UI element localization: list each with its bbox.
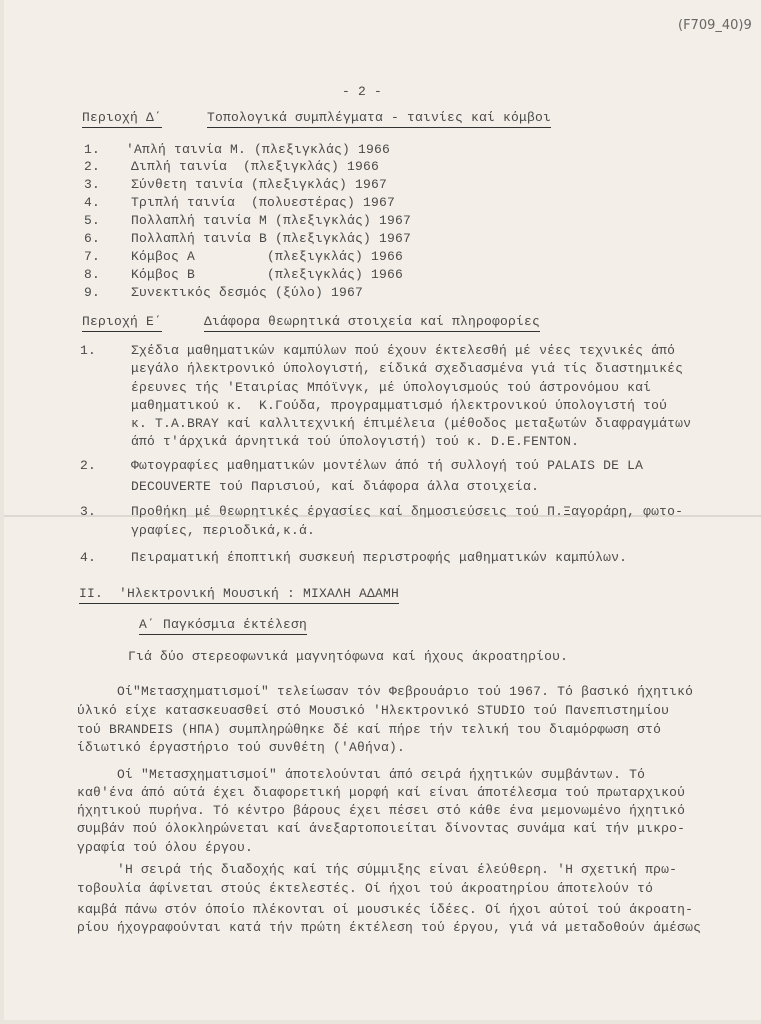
list-item-number: 8.	[84, 267, 101, 282]
section-e-label: Περιοχή Ε΄	[82, 314, 162, 332]
list-item-number: 3.	[84, 177, 101, 192]
paragraph-line: Οί "Μετασχηματισμοί" άποτελούνται άπό σειρά ήχητικών συμβάντων. Τό	[77, 767, 646, 782]
list-item-line: Φωτογραφίες μαθηματικών μοντέλων άπό τή συλλογή τού PALAIS DE LA	[131, 458, 644, 473]
paragraph-line: ύλικό είχε κατασκευασθεί στό Μουσικό 'Ηλεκτρονικό STUDIO τού Πανεπιστημίου	[77, 703, 670, 718]
list-item-number: 6.	[84, 231, 101, 246]
list-item-text: Πολλαπλή ταινία Μ (πλεξιγκλάς) 1967	[131, 213, 412, 228]
list-item-text: Πολλαπλή ταινία Β (πλεξιγκλάς) 1967	[131, 231, 412, 246]
list-item-number: 1.	[80, 343, 97, 358]
list-item-line: μαθηματικού κ. Κ.Γούδα, προγραμματισμό ήλεκτρονικού ύπολογιστή τού	[131, 398, 668, 413]
paragraph-line: ρίου ήχογραφούνται κατά τήν πρώτη έκτέλεση τού έργου, γιά νά μεταδοθούν άμέσως	[77, 920, 702, 935]
paragraph-line: 'Η σειρά τής διαδοχής καί τής σύμμιξης είναι έλεύθερη. 'Η σχετική πρω-	[77, 862, 678, 877]
list-item-number: 2.	[84, 159, 101, 174]
paragraph-line: ήχητικού πυρήνα. Τό κέντρο βάρους έχει πέσει στό κάθε ένα μεμονωμένο ήχητικό	[77, 803, 686, 818]
list-item-text: Τριπλή ταινία (πολυεστέρας) 1967	[131, 195, 396, 210]
list-item-number: 4.	[80, 550, 97, 565]
list-item-line: μεγάλο ήλεκτρονικό ύπολογιστή, είδικά σχεδιασμένα γιά τίς διαστημικές	[131, 361, 684, 376]
paragraph-line: γραφία τού όλου έργου.	[77, 840, 254, 855]
list-item-line: άπό τ'άρχικά άρνητικά τού ύπολογιστή) τού κ. D.E.FENTON.	[131, 434, 580, 449]
list-item-text: Κόμβος Β (πλεξιγκλάς) 1966	[131, 267, 404, 282]
part-two-subheading: Α΄ Παγκόσμια έκτέλεση	[139, 617, 307, 635]
list-item-number: 9.	[84, 285, 101, 300]
paragraph-line: τοβουλία άφίνεται στούς έκτελεστές. Οί ήχοι τού άκροατηρίου άποτελούν τό	[77, 881, 654, 896]
paragraph-line: ίδιωτικό έργαστήριο τού συνθέτη ('Αθήνα).	[77, 740, 406, 755]
paragraph-line: Γιά δύο στερεοφωνικά μαγνητόφωνα καί ήχους άκροατηρίου.	[128, 649, 569, 664]
list-item-text: Κόμβος Α (πλεξιγκλάς) 1966	[131, 249, 404, 264]
list-item-number: 4.	[84, 195, 101, 210]
list-item-text: 'Απλή ταινία Μ. (πλεξιγκλάς) 1966	[126, 142, 391, 157]
list-item-number: 3.	[80, 504, 97, 519]
list-item-line: Σχέδια μαθηματικών καμπύλων πού έχουν έκτελεσθή μέ νέες τεχνικές άπό	[131, 343, 676, 358]
section-e-title: Διάφορα θεωρητικά στοιχεία καί πληροφορίες	[204, 314, 540, 332]
list-item-line: γραφίες, περιοδικά,κ.ά.	[131, 523, 316, 538]
paragraph-line: συμβάν πού όλοκληρώνεται καί άνεξαρτοποιείται δίνοντας συνάμα καί τήν μικρο-	[77, 821, 686, 836]
page-number: - 2 -	[342, 84, 383, 99]
archive-mark: (F709_40)9	[678, 18, 752, 33]
paragraph-line: καμβά πάνω στόν όποίο πλέκονται οί μουσικές ίδέες. Οί ήχοι αύτοί τού άκροατη-	[77, 902, 694, 917]
list-item-line: έρευνες τής 'Εταιρίας Μπόϊνγκ, μέ ύπολογισμούς τού άστρονόμου καί	[131, 380, 652, 395]
list-item-text: Σύνθετη ταινία (πλεξιγκλάς) 1967	[131, 177, 388, 192]
list-item-text: Συνεκτικός δεσμός (ξύλο) 1967	[131, 285, 364, 300]
list-item-line: Προθήκη μέ θεωρητικές έργασίες καί δημοσιεύσεις τού Π.Ξαγοράρη, φωτο-	[131, 504, 684, 519]
paragraph-line: τού BRANDEIS (ΗΠΑ) συμπληρώθηκε δέ καί πήρε τήν τελική του διαμόρφωση στό	[77, 722, 662, 737]
part-two-heading: ΙΙ. 'Ηλεκτρονική Μουσική : ΜΙΧΑΛΗ ΑΔΑΜΗ	[79, 586, 399, 604]
list-item-line: Πειραματική έποπτική συσκευή περιστροφής μαθηματικών καμπύλων.	[131, 550, 628, 565]
paragraph-line: Οί"Μετασχηματισμοί" τελείωσαν τόν Φεβρουάριο τού 1967. Τό βασικό ήχητικό	[77, 684, 694, 699]
list-item-text: Διπλή ταινία (πλεξιγκλάς) 1966	[131, 159, 380, 174]
list-item-number: 1.	[84, 142, 101, 157]
paragraph-line: καθ'ένα άπό αύτά έχει διαφορετική μορφή καί είναι άποτέλεσμα τού πρωταρχικού	[77, 785, 686, 800]
list-item-number: 2.	[80, 458, 97, 473]
section-d-title: Τοπολογικά συμπλέγματα - ταινίες καί κόμβοι	[207, 110, 551, 128]
section-d-label: Περιοχή Δ΄	[82, 110, 162, 128]
list-item-number: 7.	[84, 249, 101, 264]
list-item-line: DECOUVERTE τού Παρισιού, καί διάφορα άλλα στοιχεία.	[131, 479, 540, 494]
list-item-number: 5.	[84, 213, 101, 228]
list-item-line: κ. T.A.BRAY καί καλλιτεχνική έπιμέλεια (μέθοδος μεταξωτών διαφραγμάτων	[131, 416, 692, 431]
